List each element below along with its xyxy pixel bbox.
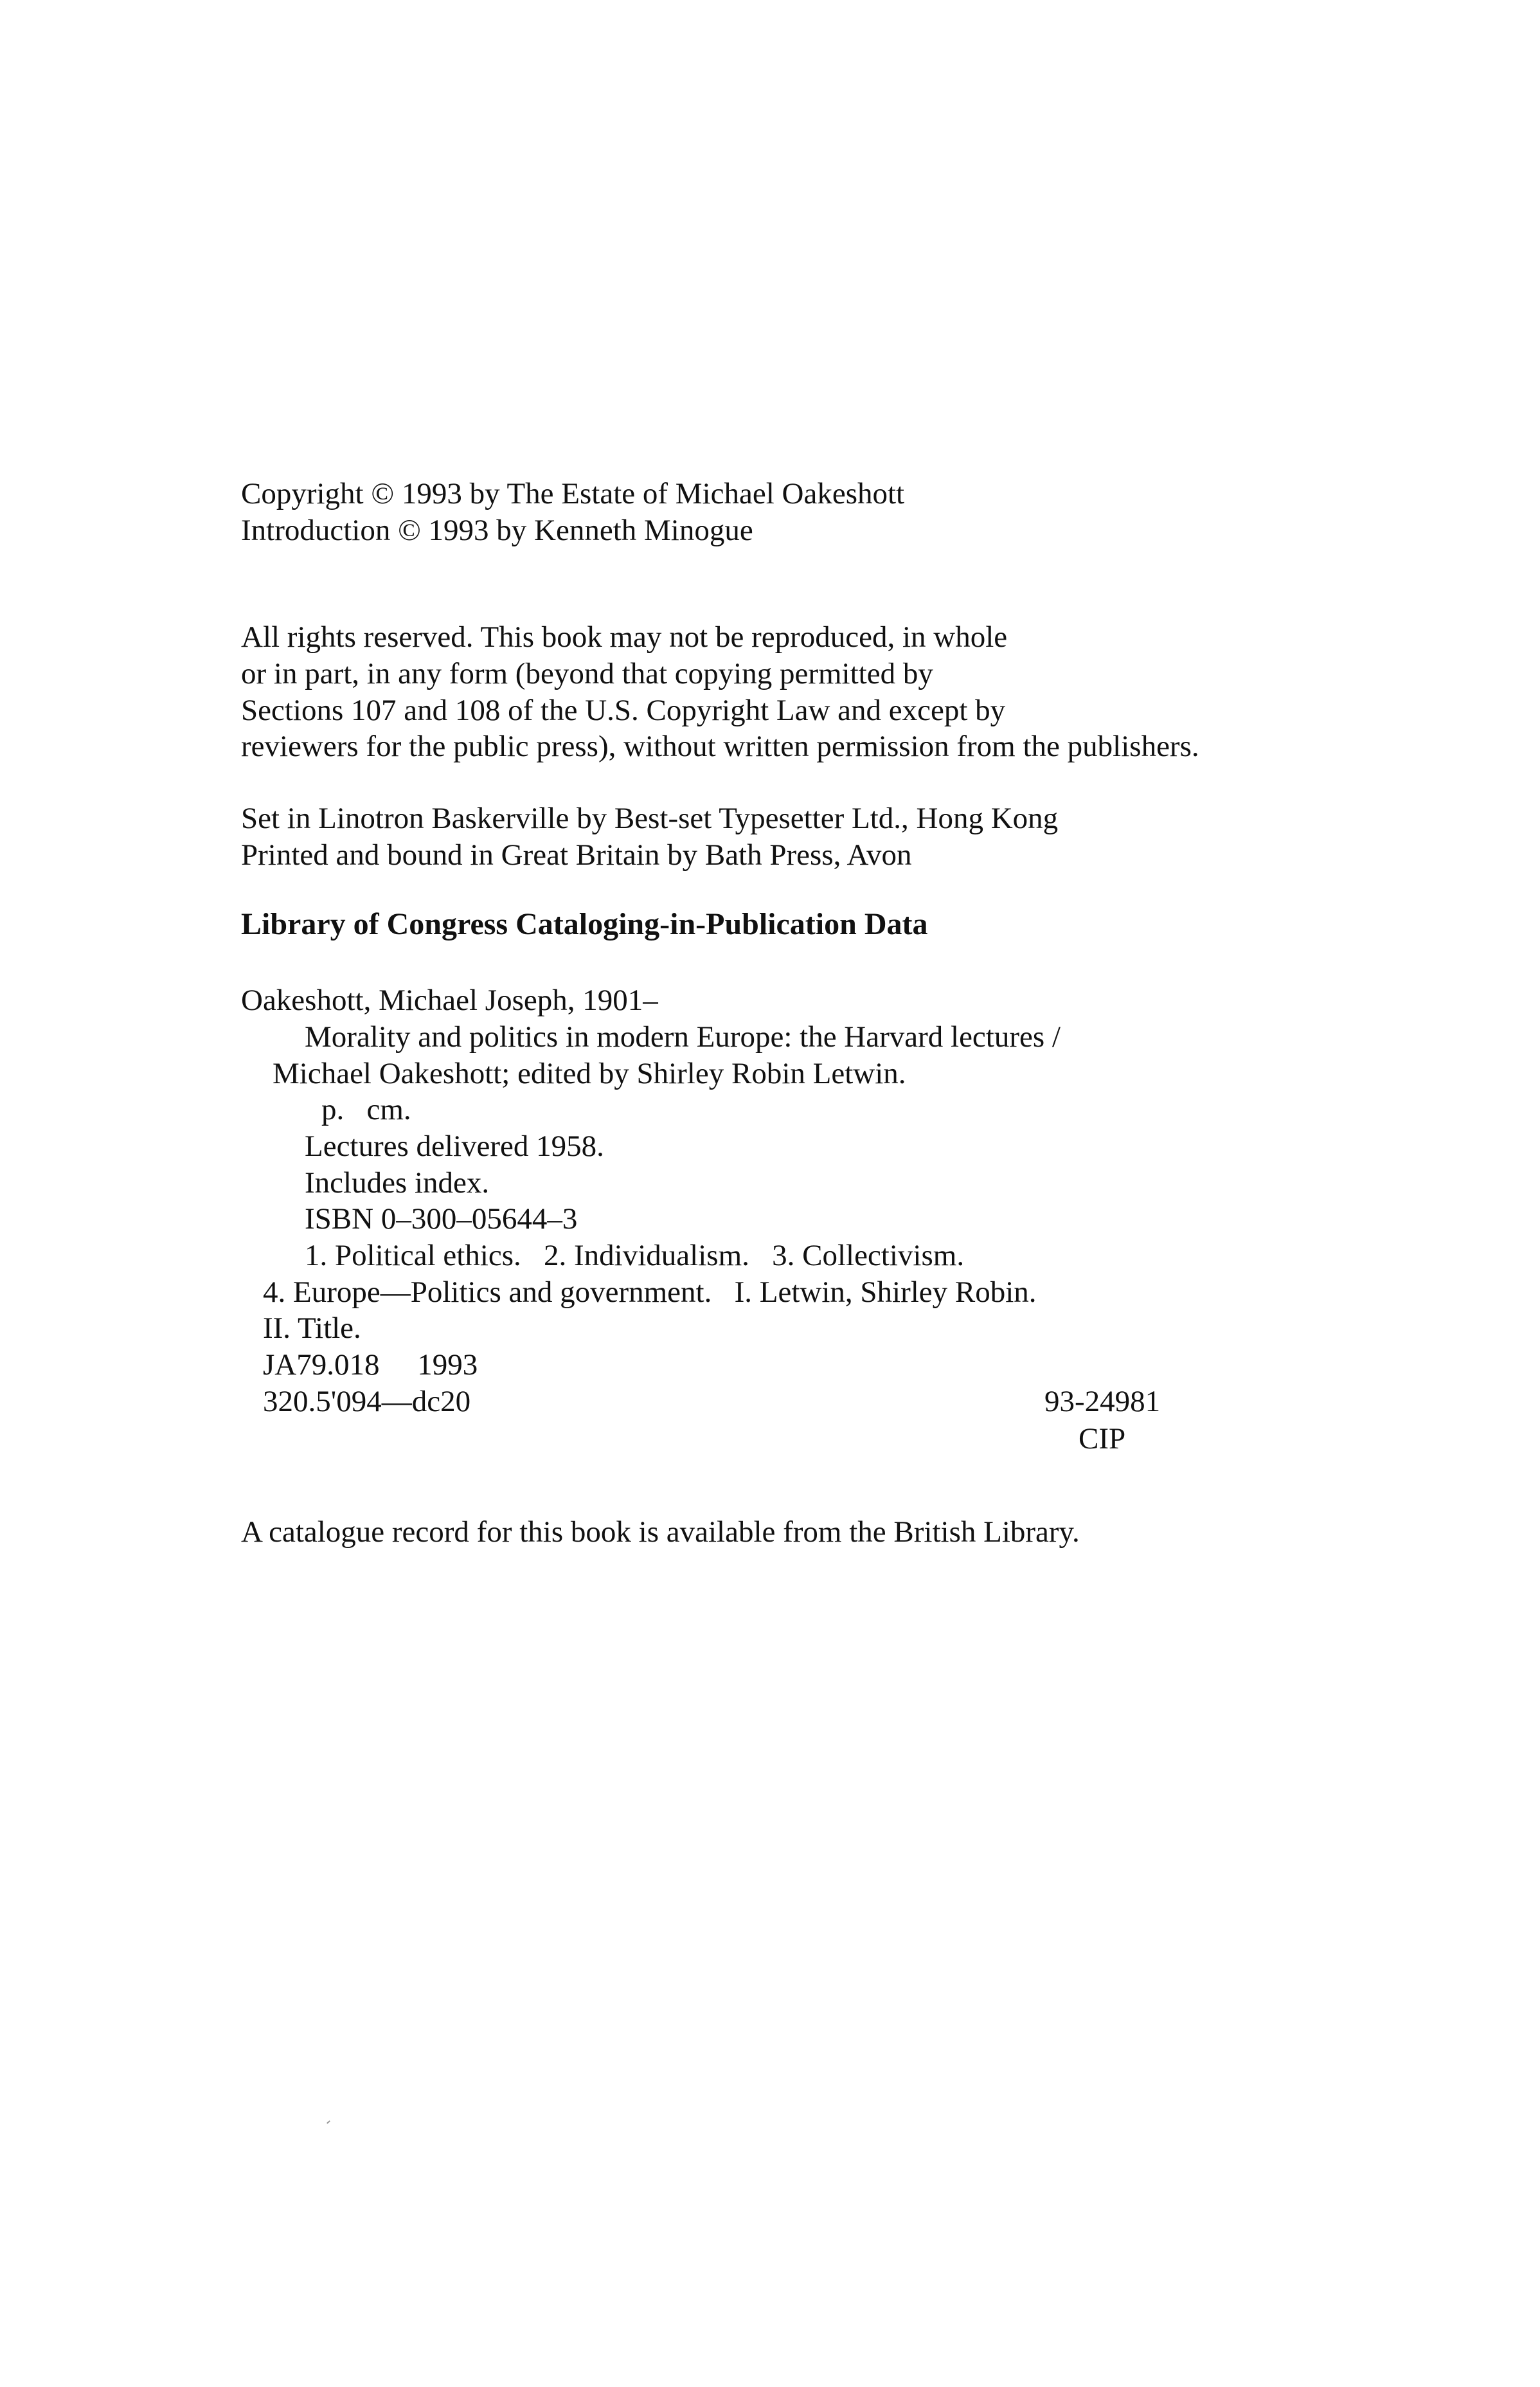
cip-subjects-2: 4. Europe—Politics and government. I. Letwin, Shirley Robin. — [263, 1275, 1037, 1309]
typeset-line: Set in Linotron Baskerville by Best-set Typesetter Ltd., Hong Kong — [241, 802, 1059, 835]
stray-mark — [327, 2120, 330, 2123]
cip-label: CIP — [1079, 1422, 1126, 1455]
cip-pcm: p. cm. — [321, 1093, 411, 1126]
cip-lccn: 93-24981 — [1044, 1385, 1161, 1418]
rights-line-4: reviewers for the public press), without written permission from the publishers. — [241, 730, 1199, 763]
cip-lectures: Lectures delivered 1958. — [305, 1130, 604, 1163]
cip-heading: Library of Congress Cataloging-in-Publication Data — [241, 907, 928, 941]
british-library-note: A catalogue record for this book is available from the British Library. — [241, 1515, 1080, 1549]
cip-dewey: 320.5'094—dc20 — [263, 1385, 471, 1418]
cip-author: Oakeshott, Michael Joseph, 1901– — [241, 984, 658, 1017]
cip-isbn: ISBN 0–300–05644–3 — [305, 1202, 578, 1236]
cip-subjects-3: II. Title. — [263, 1311, 361, 1345]
introduction-copyright-line: Introduction © 1993 by Kenneth Minogue — [241, 514, 753, 547]
rights-line-2: or in part, in any form (beyond that copying permitted by — [241, 657, 933, 690]
rights-line-3: Sections 107 and 108 of the U.S. Copyright Law and except by — [241, 694, 1006, 727]
cip-subjects-1: 1. Political ethics. 2. Individualism. 3. Collectivism. — [305, 1239, 965, 1272]
cip-title-line-2: Michael Oakeshott; edited by Shirley Robin Letwin. — [273, 1057, 906, 1090]
rights-line-1: All rights reserved. This book may not be reproduced, in whole — [241, 620, 1008, 654]
cip-index: Includes index. — [305, 1166, 490, 1200]
cip-title-line-1: Morality and politics in modern Europe: the Harvard lectures / — [305, 1020, 1061, 1054]
cip-lc-class: JA79.018 1993 — [263, 1348, 478, 1382]
copyright-line: Copyright © 1993 by The Estate of Michael Oakeshott — [241, 477, 905, 510]
printed-line: Printed and bound in Great Britain by Bath Press, Avon — [241, 838, 912, 872]
